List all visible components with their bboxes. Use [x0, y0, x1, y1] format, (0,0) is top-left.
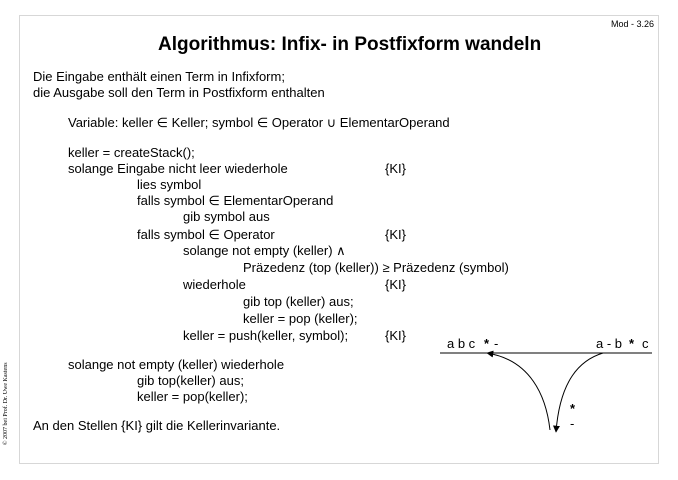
stack-item: -	[570, 416, 575, 431]
input-op: *	[629, 336, 635, 351]
page-id: Mod - 3.26	[611, 19, 655, 29]
code-line: wiederhole	[183, 277, 246, 292]
code-line: solange Eingabe nicht leer wiederhole	[68, 161, 288, 176]
stack-item: *	[570, 401, 576, 416]
slide-title: Algorithmus: Infix- in Postfixform wandeln	[158, 34, 542, 55]
output-op: *	[484, 336, 490, 351]
code-line: keller = createStack();	[68, 145, 195, 160]
final-loop-line: keller = pop(keller);	[137, 389, 248, 404]
invariant-marker: {KI}	[385, 227, 406, 242]
code-line: solange not empty (keller) ∧	[183, 243, 346, 258]
code-line: lies symbol	[137, 177, 202, 192]
invariant-marker: {KI}	[385, 277, 406, 292]
output-label: a b c	[447, 336, 476, 351]
intro-line-1: Die Eingabe enthält einen Term in Infixform;	[33, 69, 285, 84]
final-loop-line: solange not empty (keller) wiederhole	[68, 357, 285, 372]
footer-note: An den Stellen {KI} gilt die Kellerinvariante.	[33, 418, 281, 433]
final-loop-line: gib top(keller) aus;	[137, 373, 244, 388]
code-line: gib top (keller) aus;	[243, 294, 354, 309]
copyright-notice: © 2007 bei Prof. Dr. Uwe Kastens	[3, 362, 9, 445]
invariant-marker: {KI}	[385, 161, 406, 176]
code-line: keller = push(keller, symbol);	[183, 328, 349, 343]
input-to-stack-arrow	[556, 353, 603, 432]
intro-line-2: die Ausgabe soll den Term in Postfixform enthalten	[33, 85, 325, 100]
code-line: keller = pop (keller);	[243, 311, 358, 326]
code-line: Präzedenz (top (keller)) ≥ Präzedenz (symbol)	[243, 260, 509, 275]
stack-to-output-arrow	[487, 353, 550, 430]
input-tail: c	[642, 336, 649, 351]
code-line: falls symbol ∈ Operator	[137, 227, 275, 242]
code-line: gib symbol aus	[183, 209, 270, 224]
invariant-marker: {KI}	[385, 328, 406, 343]
variable-declaration: Variable: keller ∈ Keller; symbol ∈ Operator ∪ ElementarOperand	[68, 115, 450, 130]
output-op: -	[494, 336, 499, 351]
code-line: falls symbol ∈ ElementarOperand	[137, 193, 334, 208]
input-label: a - b	[596, 336, 623, 351]
